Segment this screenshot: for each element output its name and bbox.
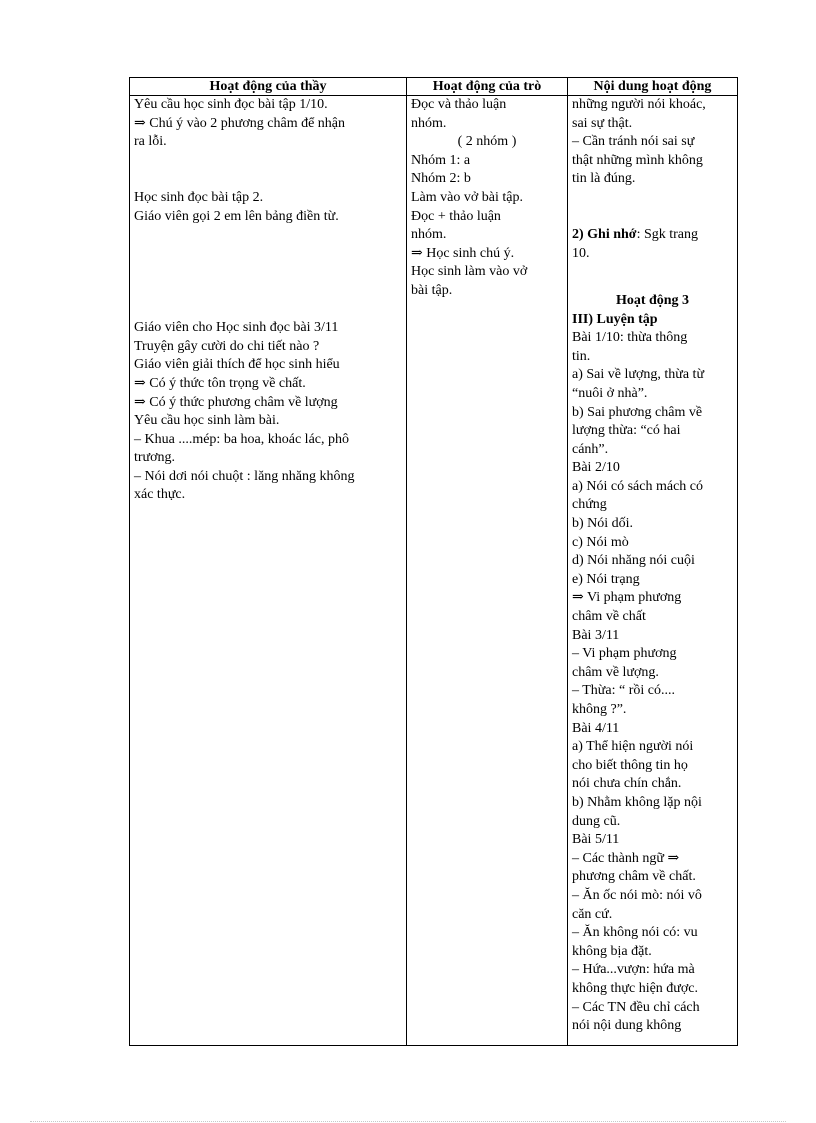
teacher-line: Học sinh đọc bài tập 2. bbox=[134, 189, 264, 205]
content-column bbox=[568, 96, 738, 1046]
teacher-line: – Nói dơi nói chuột : lăng nhăng không bbox=[134, 468, 355, 484]
teacher-line: – Khua ....mép: ba hoa, khoác lác, phô bbox=[134, 431, 349, 447]
content-line: châm về chất bbox=[572, 609, 646, 625]
content-line: – Ăn không nói có: vu bbox=[572, 925, 698, 941]
content-line: những người nói khoác, bbox=[572, 97, 706, 112]
student-line: nhóm. bbox=[411, 227, 447, 243]
page-bottom-divider bbox=[30, 1121, 786, 1122]
content-line: – Các thành ngữ ⇒ bbox=[572, 850, 680, 866]
content-line: – Hứa...vượn: hứa mà bbox=[572, 962, 695, 978]
content-line: cánh”. bbox=[572, 441, 609, 457]
teacher-line bbox=[134, 152, 402, 171]
teacher-line: Giáo viên gọi 2 em lên bảng điền từ. bbox=[134, 208, 339, 224]
teacher-line: Yêu cầu học sinh đọc bài tập 1/10. bbox=[134, 97, 328, 112]
teacher-line: Giáo viên giải thích để học sinh hiểu bbox=[134, 357, 340, 373]
student-line: bài tập. bbox=[411, 282, 453, 298]
teacher-line: ⇒ Có ý thức tôn trọng về chất. bbox=[134, 375, 306, 391]
teacher-line bbox=[134, 226, 402, 245]
student-line: Đọc + thảo luận bbox=[411, 208, 501, 224]
teacher-column bbox=[130, 96, 407, 1046]
teacher-line: ⇒ Chú ý vào 2 phương châm để nhận bbox=[134, 115, 346, 131]
student-line: Làm vào vở bài tập. bbox=[411, 189, 523, 205]
content-line: Bài 2/10 bbox=[572, 460, 620, 476]
content-line: – Thừa: “ rồi có.... bbox=[572, 683, 675, 699]
content-line: dung cũ. bbox=[572, 813, 621, 829]
content-line: b) Sai phương châm về bbox=[572, 404, 703, 420]
student-line: Nhóm 2: b bbox=[411, 171, 471, 187]
content-line: – Vi phạm phương bbox=[572, 646, 677, 662]
content-line: nói nội dung không bbox=[572, 1018, 682, 1034]
student-line: ( 2 nhóm ) bbox=[457, 134, 517, 150]
lesson-table bbox=[129, 77, 738, 1046]
content-line: ⇒ Vi phạm phương bbox=[572, 590, 682, 606]
student-column bbox=[407, 96, 568, 1046]
teacher-line bbox=[134, 170, 402, 189]
content-line: 10. bbox=[572, 245, 590, 261]
content-line: lượng thừa: “có hai bbox=[572, 423, 681, 439]
teacher-line: trương. bbox=[134, 450, 176, 466]
teacher-line bbox=[134, 245, 402, 264]
activity-3-heading: Hoạt động 3 bbox=[615, 292, 690, 308]
content-line: 2) Ghi nhớ: Sgk trang bbox=[572, 227, 699, 243]
content-line: b) Nhằm không lặp nội bbox=[572, 794, 702, 810]
content-line: sai sự thật. bbox=[572, 115, 633, 131]
content-line: d) Nói nhăng nói cuội bbox=[572, 553, 695, 569]
content-line: a) Thể hiện người nói bbox=[572, 739, 694, 755]
content-line: tin là đúng. bbox=[572, 171, 636, 187]
content-line bbox=[572, 208, 733, 227]
content-line: nói chưa chín chắn. bbox=[572, 776, 682, 792]
teacher-line bbox=[134, 301, 402, 320]
student-line: nhóm. bbox=[411, 115, 447, 131]
content-line: a) Nói có sách mách có bbox=[572, 478, 703, 494]
content-line: căn cứ. bbox=[572, 906, 613, 922]
content-line: – Các TN đều chỉ cách bbox=[572, 999, 700, 1015]
practice-heading: III) Luyện tập bbox=[572, 311, 658, 327]
content-line: tin. bbox=[572, 348, 591, 364]
header-teacher: Hoạt động của thầy bbox=[130, 78, 407, 96]
teacher-line: xác thực. bbox=[134, 487, 186, 503]
content-line: phương châm về chất. bbox=[572, 869, 696, 885]
student-line: Nhóm 1: a bbox=[411, 152, 471, 168]
content-line: thật những mình không bbox=[572, 152, 703, 168]
teacher-line: ra lỗi. bbox=[134, 134, 167, 150]
content-line bbox=[572, 282, 733, 292]
memo-heading: 2) Ghi nhớ bbox=[572, 227, 637, 243]
content-line: Bài 5/11 bbox=[572, 832, 620, 848]
content-line: không thực hiện được. bbox=[572, 980, 698, 996]
student-line: Đọc và thảo luận bbox=[411, 97, 507, 112]
content-line: – Ăn ốc nói mò: nói vô bbox=[572, 887, 702, 903]
content-line: châm về lượng. bbox=[572, 664, 659, 680]
content-line: a) Sai về lượng, thừa từ bbox=[572, 367, 705, 383]
content-line: chứng bbox=[572, 497, 607, 513]
content-line: Bài 4/11 bbox=[572, 720, 620, 736]
teacher-line: ⇒ Có ý thức phương châm về lượng bbox=[134, 394, 338, 410]
content-line: c) Nói mò bbox=[572, 534, 629, 550]
teacher-line bbox=[134, 263, 402, 282]
content-line: b) Nói dối. bbox=[572, 516, 634, 532]
student-line: ⇒ Học sinh chú ý. bbox=[411, 245, 515, 261]
content-line bbox=[572, 263, 733, 282]
content-line: cho biết thông tin họ bbox=[572, 757, 688, 773]
content-line bbox=[572, 189, 733, 208]
student-line: Học sinh làm vào vở bbox=[411, 264, 528, 280]
teacher-line: Giáo viên cho Học sinh đọc bài 3/11 bbox=[134, 320, 339, 336]
content-line: “nuôi ở nhà”. bbox=[572, 385, 648, 401]
header-content: Nội dung hoạt động bbox=[568, 78, 738, 96]
content-line: Bài 3/11 bbox=[572, 627, 620, 643]
teacher-line bbox=[134, 282, 402, 301]
content-line: Bài 1/10: thừa thông bbox=[572, 330, 688, 346]
header-row bbox=[130, 78, 738, 96]
content-line: không ?”. bbox=[572, 702, 627, 717]
teacher-line: Yêu cầu học sinh làm bài. bbox=[134, 413, 280, 429]
header-student: Hoạt động của trò bbox=[407, 78, 568, 96]
teacher-line: Truyện gây cười do chi tiết nào ? bbox=[134, 338, 320, 354]
content-line: không bịa đặt. bbox=[572, 943, 652, 959]
content-line: – Cần tránh nói sai sự bbox=[572, 134, 695, 150]
body-row bbox=[130, 96, 738, 1046]
content-line: e) Nói trạng bbox=[572, 571, 640, 587]
